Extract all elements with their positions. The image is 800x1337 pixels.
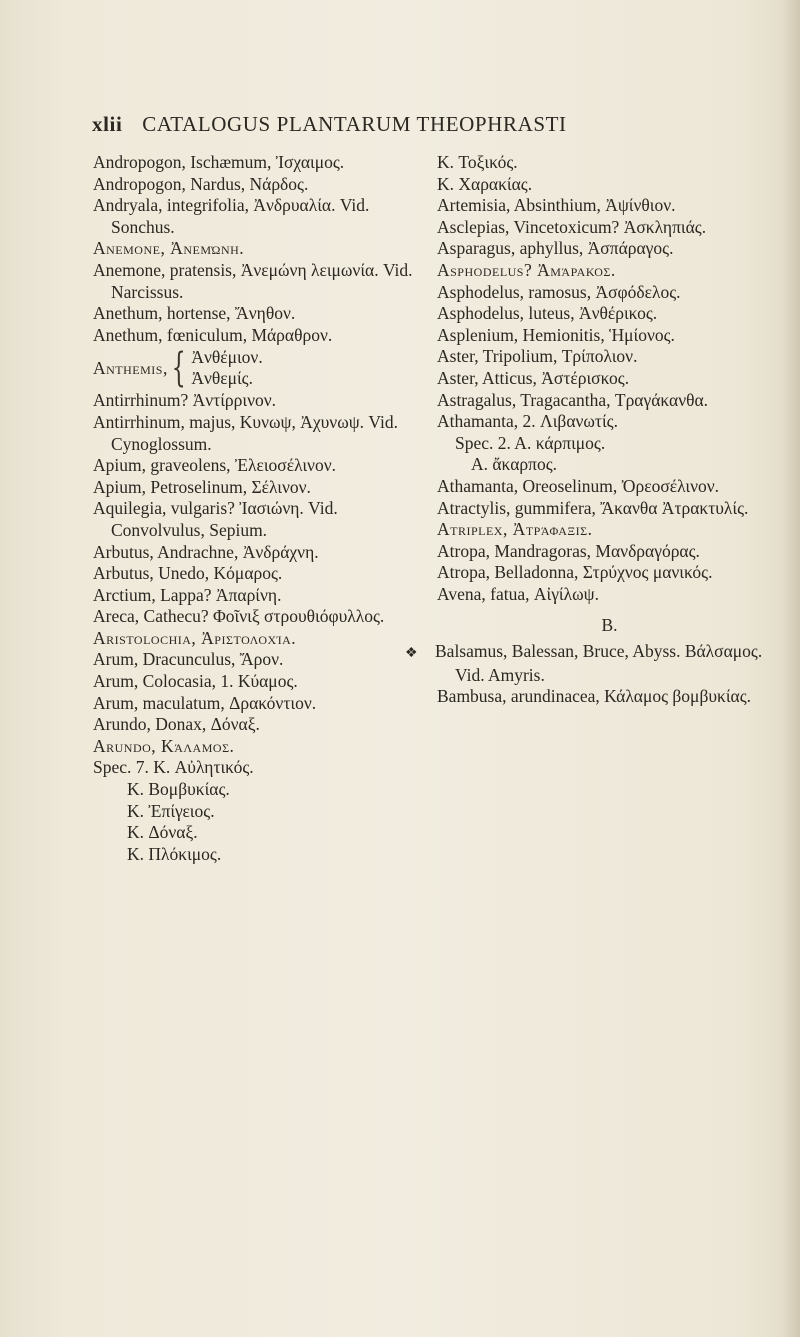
entry: Apium, graveolens, Ἐλειοσέλινον. xyxy=(93,455,337,476)
brace-items xyxy=(191,347,262,389)
entry: Atropa, Belladonna, Στρύχνος μανικός. xyxy=(437,562,713,583)
entry xyxy=(405,641,782,686)
entry: Antirrhinum? Ἀντίρρινον. xyxy=(93,390,277,411)
entry: Arbutus, Unedo, Κόμαρος. xyxy=(93,563,283,584)
entry-text: Balsamus, Balessan, Bruce, Abyss. Βάλσαμος. Vid. Amyris. xyxy=(435,641,763,685)
entry: Asplenium, Hemionitis, Ἡμίονος. xyxy=(437,324,675,345)
entry: Asphodelus? Ἀμάρακος. xyxy=(437,259,616,280)
entry: Avena, fatua, Αἰγίλωψ. xyxy=(437,583,599,604)
entry: Atropa, Mandragoras, Μανδραγόρας. xyxy=(437,540,700,561)
entry-genus: Anthemis, xyxy=(93,357,168,378)
species-entry: K. Χαρακίας. xyxy=(437,173,533,194)
right-column xyxy=(405,152,782,708)
entry: Arundo, Donax, Δόναξ. xyxy=(93,714,260,735)
entry: Anethum, fœniculum, Μάραθρον. xyxy=(93,324,333,345)
entry: Andropogon, Ischæmum, Ἰσχαιμος. xyxy=(93,152,345,172)
entry: Bambusa, arundinacea, Κάλαμος βομβυκίας. xyxy=(437,686,752,707)
page-number: xlii xyxy=(92,112,123,136)
species-entry: A. ἄκαρπος. xyxy=(471,454,558,475)
species-entry: K. Βομβυκίας. xyxy=(127,779,230,800)
entry: Anemone, pratensis, Ἀνεμώνη λειμωνία. Vid. Narcissus. xyxy=(93,259,413,302)
species-entry: Spec. 7. K. Αὐλητικός. xyxy=(93,757,254,778)
species-entry: K. Τοξικός. xyxy=(437,152,518,172)
entry: Athamanta, Oreoselinum, Ὀρεοσέλινον. xyxy=(437,475,720,496)
entry: Atractylis, gummifera, Ἄκανθα Ἀτρακτυλίς. xyxy=(437,497,749,518)
entry: Apium, Petroselinum, Σέλινον. xyxy=(93,476,311,497)
anthemis-entry xyxy=(93,346,423,390)
entry: Asphodelus, luteus, Ἀνθέρικος. xyxy=(437,303,658,324)
entry: Artemisia, Absinthium, Ἀψίνθιον. xyxy=(437,195,676,216)
entry: Anethum, hortense, Ἄνηθον. xyxy=(93,303,296,324)
entry: Arbutus, Andrachne, Ἀνδράχνη. xyxy=(93,541,319,562)
species-entry: Spec. 2. A. κάρπιμος. xyxy=(455,432,606,453)
species-entry: K. Πλόκιμος. xyxy=(127,843,222,864)
entry: Atriplex, Ἀτράφαξις. xyxy=(437,519,593,540)
entry: Andropogon, Nardus, Νάρδος. xyxy=(93,173,309,194)
entry: Anemone, Ἀνεμώνη. xyxy=(93,238,245,259)
running-title: CATALOGUS PLANTARUM THEOPHRASTI xyxy=(142,112,567,136)
section-letter: B. xyxy=(601,615,618,636)
brace-item: Ἀνθέμιον. xyxy=(191,347,263,368)
brace-glyph: { xyxy=(171,345,186,392)
entry: Arctium, Lappa? Ἀπαρίνη. xyxy=(93,584,282,605)
entry: Astragalus, Tragacantha, Τραγάκανθα. xyxy=(437,389,709,410)
entry: Asclepias, Vincetoxicum? Ἀσκληπιάς. xyxy=(437,216,707,237)
entry: Aristolochia, Ἀριστολοχία. xyxy=(93,627,297,648)
entry: Athamanta, 2. Λιβανωτίς. xyxy=(437,411,618,432)
entry: Asparagus, aphyllus, Ἀσπάραγος. xyxy=(437,238,674,259)
entry: Aster, Atticus, Ἀστέρισκος. xyxy=(437,367,630,388)
entry: Aster, Tripolium, Τρίπολιον. xyxy=(437,346,638,367)
entry: Arum, maculatum, Δρακόντιον. xyxy=(93,692,317,713)
species-entry: K. Ἐπίγειος. xyxy=(127,800,215,821)
species-entry: K. Δόναξ. xyxy=(127,822,198,843)
entry: Arum, Dracunculus, Ἄρον. xyxy=(93,649,284,670)
page-header xyxy=(92,112,732,137)
entry: Aquilegia, vulgaris? Ἰασιώνη. Vid. Convolvulus, Sepium. xyxy=(93,498,338,540)
entry: Antirrhinum, majus, Κυνωψ, Ἀχυνωψ. Vid. Cynoglossum. xyxy=(93,411,399,454)
entry: Areca, Cathecu? Φοῖνιξ στρουθιόφυλλος. xyxy=(93,606,385,627)
entry: Arum, Colocasia, 1. Κύαμος. xyxy=(93,671,298,692)
page-edge-shadow xyxy=(782,0,800,1337)
left-column xyxy=(93,152,423,865)
entry: Andryala, integrifolia, Ἀνδρυαλία. Vid. Sonchus. xyxy=(93,195,370,237)
marginal-mark-icon: ❖ xyxy=(405,646,418,662)
brace-item: Ἀνθεμίς. xyxy=(191,368,253,389)
entry: Arundo, Κάλαμος. xyxy=(93,735,235,756)
entry: Asphodelus, ramosus, Ἀσφόδελος. xyxy=(437,281,681,302)
